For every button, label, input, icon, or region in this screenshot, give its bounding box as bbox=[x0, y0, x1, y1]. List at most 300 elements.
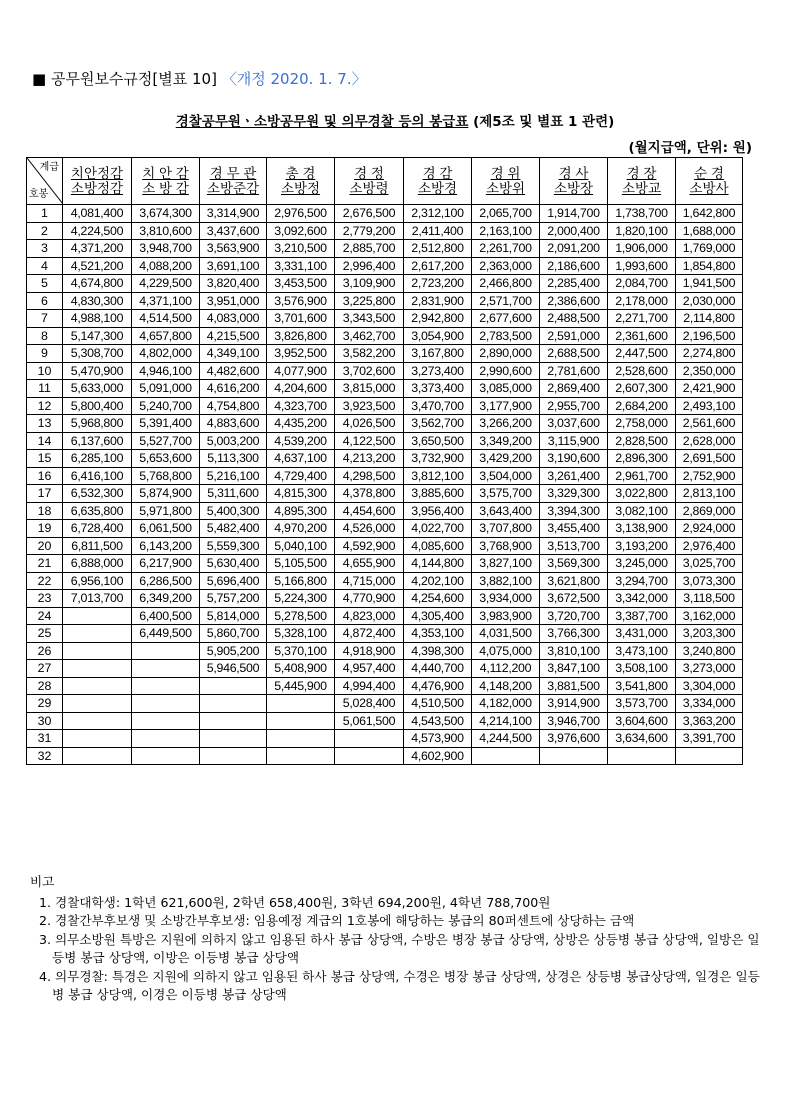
salary-cell: 3,643,400 bbox=[472, 502, 540, 520]
salary-cell bbox=[132, 677, 200, 695]
table-row bbox=[27, 345, 743, 363]
salary-cell: 5,559,300 bbox=[200, 537, 267, 555]
salary-cell: 2,890,000 bbox=[472, 345, 540, 363]
salary-cell: 2,493,100 bbox=[676, 397, 743, 415]
notes-section bbox=[30, 873, 760, 1005]
salary-cell: 5,633,000 bbox=[63, 380, 132, 398]
table-row bbox=[27, 502, 743, 520]
salary-cell: 3,349,200 bbox=[472, 432, 540, 450]
salary-cell: 5,696,400 bbox=[200, 572, 267, 590]
salary-cell: 4,715,000 bbox=[335, 572, 404, 590]
salary-cell: 3,387,700 bbox=[608, 607, 676, 625]
table-row bbox=[27, 310, 743, 328]
salary-cell: 6,285,100 bbox=[63, 450, 132, 468]
salary-cell: 3,569,300 bbox=[540, 555, 608, 573]
salary-cell: 7,013,700 bbox=[63, 590, 132, 608]
step-number: 13 bbox=[27, 415, 63, 433]
salary-cell bbox=[267, 712, 335, 730]
table-row bbox=[27, 572, 743, 590]
step-number: 2 bbox=[27, 222, 63, 240]
salary-cell: 3,820,400 bbox=[200, 275, 267, 293]
unit-note: (월지급액, 단위: 원) bbox=[628, 140, 752, 156]
salary-cell: 2,781,600 bbox=[540, 362, 608, 380]
salary-cell bbox=[200, 730, 267, 748]
grade-label: 계급 bbox=[39, 162, 59, 173]
table-row bbox=[27, 257, 743, 275]
salary-cell: 3,431,000 bbox=[608, 625, 676, 643]
salary-cell: 4,543,500 bbox=[404, 712, 472, 730]
police-rank: 경 무 관 bbox=[209, 166, 257, 181]
table-row bbox=[27, 520, 743, 538]
salary-cell: 6,888,000 bbox=[63, 555, 132, 573]
salary-cell: 2,196,500 bbox=[676, 327, 743, 345]
salary-cell: 3,768,900 bbox=[472, 537, 540, 555]
salary-cell bbox=[676, 747, 743, 765]
salary-cell bbox=[200, 712, 267, 730]
bullet-square: ■ bbox=[32, 70, 47, 88]
salary-cell: 1,993,600 bbox=[608, 257, 676, 275]
salary-cell: 3,702,600 bbox=[335, 362, 404, 380]
salary-cell: 6,286,500 bbox=[132, 572, 200, 590]
salary-cell: 1,906,000 bbox=[608, 240, 676, 258]
salary-cell: 4,521,200 bbox=[63, 257, 132, 275]
fire-rank: 소방정감 bbox=[70, 181, 124, 196]
salary-cell: 2,723,200 bbox=[404, 275, 472, 293]
salary-cell: 3,956,400 bbox=[404, 502, 472, 520]
salary-cell: 4,077,900 bbox=[267, 362, 335, 380]
salary-cell: 5,814,000 bbox=[200, 607, 267, 625]
step-number: 16 bbox=[27, 467, 63, 485]
police-rank: 치 안 감 bbox=[142, 166, 189, 181]
salary-cell: 5,370,100 bbox=[267, 642, 335, 660]
notes-label: 비고 bbox=[30, 874, 55, 889]
salary-cell: 5,800,400 bbox=[63, 397, 132, 415]
salary-cell: 3,923,500 bbox=[335, 397, 404, 415]
salary-cell: 2,571,700 bbox=[472, 292, 540, 310]
salary-cell: 5,308,700 bbox=[63, 345, 132, 363]
salary-cell: 6,061,500 bbox=[132, 520, 200, 538]
salary-cell: 4,144,800 bbox=[404, 555, 472, 573]
salary-cell: 3,115,900 bbox=[540, 432, 608, 450]
fire-rank: 소방교 bbox=[621, 181, 662, 196]
salary-cell: 3,073,300 bbox=[676, 572, 743, 590]
title-suffix: (제5조 및 별표 1 관련) bbox=[468, 114, 615, 130]
salary-cell: 3,225,800 bbox=[335, 292, 404, 310]
salary-cell: 4,371,200 bbox=[63, 240, 132, 258]
salary-cell: 3,914,900 bbox=[540, 695, 608, 713]
salary-cell: 2,885,700 bbox=[335, 240, 404, 258]
salary-cell: 1,769,000 bbox=[676, 240, 743, 258]
salary-cell: 5,408,900 bbox=[267, 660, 335, 678]
salary-cell: 4,148,200 bbox=[472, 677, 540, 695]
step-number: 11 bbox=[27, 380, 63, 398]
salary-cell: 6,811,500 bbox=[63, 537, 132, 555]
salary-cell: 5,968,800 bbox=[63, 415, 132, 433]
salary-cell: 3,582,200 bbox=[335, 345, 404, 363]
salary-cell: 2,114,800 bbox=[676, 310, 743, 328]
salary-cell: 3,025,700 bbox=[676, 555, 743, 573]
salary-cell: 3,082,100 bbox=[608, 502, 676, 520]
salary-cell: 4,244,500 bbox=[472, 730, 540, 748]
salary-cell: 2,942,800 bbox=[404, 310, 472, 328]
salary-cell: 2,411,400 bbox=[404, 222, 472, 240]
salary-cell: 2,607,300 bbox=[608, 380, 676, 398]
salary-cell: 2,285,400 bbox=[540, 275, 608, 293]
salary-cell bbox=[200, 695, 267, 713]
salary-cell: 4,081,400 bbox=[63, 205, 132, 223]
salary-cell: 1,738,700 bbox=[608, 205, 676, 223]
step-number: 14 bbox=[27, 432, 63, 450]
salary-cell: 2,924,000 bbox=[676, 520, 743, 538]
step-number: 3 bbox=[27, 240, 63, 258]
salary-cell bbox=[267, 747, 335, 765]
salary-cell: 5,147,300 bbox=[63, 327, 132, 345]
table-row bbox=[27, 590, 743, 608]
salary-cell: 2,831,900 bbox=[404, 292, 472, 310]
salary-cell: 4,215,500 bbox=[200, 327, 267, 345]
salary-cell: 2,628,000 bbox=[676, 432, 743, 450]
salary-cell: 3,812,100 bbox=[404, 467, 472, 485]
step-number: 4 bbox=[27, 257, 63, 275]
salary-cell: 3,203,300 bbox=[676, 625, 743, 643]
salary-cell bbox=[63, 625, 132, 643]
salary-cell: 4,994,400 bbox=[335, 677, 404, 695]
salary-cell: 3,314,900 bbox=[200, 205, 267, 223]
salary-cell: 3,193,200 bbox=[608, 537, 676, 555]
fire-rank: 소방사 bbox=[689, 181, 729, 196]
revision-date: 〈개정 2020. 1. 7.〉 bbox=[221, 70, 367, 88]
salary-cell: 2,271,700 bbox=[608, 310, 676, 328]
salary-cell: 2,274,800 bbox=[676, 345, 743, 363]
salary-cell: 3,563,900 bbox=[200, 240, 267, 258]
salary-cell: 4,085,600 bbox=[404, 537, 472, 555]
salary-cell bbox=[267, 695, 335, 713]
salary-cell: 2,091,200 bbox=[540, 240, 608, 258]
salary-cell: 6,532,300 bbox=[63, 485, 132, 503]
salary-cell: 1,941,500 bbox=[676, 275, 743, 293]
salary-cell: 3,373,400 bbox=[404, 380, 472, 398]
fire-rank: 소방위 bbox=[485, 181, 526, 196]
salary-cell: 2,512,800 bbox=[404, 240, 472, 258]
salary-cell: 3,983,900 bbox=[472, 607, 540, 625]
salary-cell: 4,075,000 bbox=[472, 642, 540, 660]
salary-cell: 3,672,500 bbox=[540, 590, 608, 608]
salary-cell: 3,575,700 bbox=[472, 485, 540, 503]
salary-cell: 3,342,000 bbox=[608, 590, 676, 608]
salary-cell: 3,621,800 bbox=[540, 572, 608, 590]
step-number: 17 bbox=[27, 485, 63, 503]
salary-cell: 4,435,200 bbox=[267, 415, 335, 433]
salary-cell: 4,202,100 bbox=[404, 572, 472, 590]
salary-cell: 4,229,500 bbox=[132, 275, 200, 293]
salary-cell: 2,976,500 bbox=[267, 205, 335, 223]
salary-cell: 3,343,500 bbox=[335, 310, 404, 328]
salary-cell: 2,312,100 bbox=[404, 205, 472, 223]
step-number: 30 bbox=[27, 712, 63, 730]
salary-cell: 5,653,600 bbox=[132, 450, 200, 468]
salary-cell: 3,504,000 bbox=[472, 467, 540, 485]
salary-cell: 1,854,800 bbox=[676, 257, 743, 275]
step-number: 24 bbox=[27, 607, 63, 625]
salary-cell: 4,122,500 bbox=[335, 432, 404, 450]
salary-cell: 5,328,100 bbox=[267, 625, 335, 643]
salary-cell: 3,815,000 bbox=[335, 380, 404, 398]
column-header bbox=[404, 158, 472, 205]
salary-cell: 2,386,600 bbox=[540, 292, 608, 310]
salary-cell bbox=[63, 677, 132, 695]
salary-cell: 4,088,200 bbox=[132, 257, 200, 275]
salary-cell: 2,163,100 bbox=[472, 222, 540, 240]
step-number: 10 bbox=[27, 362, 63, 380]
table-row bbox=[27, 362, 743, 380]
salary-cell: 6,349,200 bbox=[132, 590, 200, 608]
salary-cell: 6,143,200 bbox=[132, 537, 200, 555]
salary-cell bbox=[63, 660, 132, 678]
salary-cell: 4,729,400 bbox=[267, 467, 335, 485]
salary-cell bbox=[200, 747, 267, 765]
salary-cell: 4,802,000 bbox=[132, 345, 200, 363]
column-header bbox=[200, 158, 267, 205]
salary-cell bbox=[132, 642, 200, 660]
salary-cell: 6,956,100 bbox=[63, 572, 132, 590]
salary-cell: 2,779,200 bbox=[335, 222, 404, 240]
step-number: 8 bbox=[27, 327, 63, 345]
step-number: 20 bbox=[27, 537, 63, 555]
salary-cell: 3,162,000 bbox=[676, 607, 743, 625]
column-header bbox=[63, 158, 132, 205]
salary-cell: 5,860,700 bbox=[200, 625, 267, 643]
fire-rank: 소방령 bbox=[349, 181, 389, 196]
step-number: 21 bbox=[27, 555, 63, 573]
salary-cell: 4,482,600 bbox=[200, 362, 267, 380]
step-number: 31 bbox=[27, 730, 63, 748]
column-header bbox=[540, 158, 608, 205]
salary-cell: 4,754,800 bbox=[200, 397, 267, 415]
salary-cell: 3,827,100 bbox=[472, 555, 540, 573]
salary-cell: 4,083,000 bbox=[200, 310, 267, 328]
salary-cell: 2,447,500 bbox=[608, 345, 676, 363]
salary-cell: 5,630,400 bbox=[200, 555, 267, 573]
salary-cell: 2,363,000 bbox=[472, 257, 540, 275]
salary-cell: 5,105,500 bbox=[267, 555, 335, 573]
salary-cell bbox=[540, 747, 608, 765]
salary-cell: 4,440,700 bbox=[404, 660, 472, 678]
salary-cell: 3,470,700 bbox=[404, 397, 472, 415]
salary-cell bbox=[63, 607, 132, 625]
salary-cell: 4,918,900 bbox=[335, 642, 404, 660]
table-row bbox=[27, 485, 743, 503]
salary-cell: 5,768,800 bbox=[132, 467, 200, 485]
salary-cell: 2,084,700 bbox=[608, 275, 676, 293]
salary-cell: 3,329,300 bbox=[540, 485, 608, 503]
corner-cell bbox=[27, 158, 63, 205]
column-header bbox=[472, 158, 540, 205]
step-number: 28 bbox=[27, 677, 63, 695]
salary-cell: 4,298,500 bbox=[335, 467, 404, 485]
salary-cell: 4,674,800 bbox=[63, 275, 132, 293]
salary-cell: 3,037,600 bbox=[540, 415, 608, 433]
salary-cell: 4,353,100 bbox=[404, 625, 472, 643]
salary-cell: 2,752,900 bbox=[676, 467, 743, 485]
salary-cell: 3,118,500 bbox=[676, 590, 743, 608]
salary-cell: 5,003,200 bbox=[200, 432, 267, 450]
table-row bbox=[27, 695, 743, 713]
salary-cell: 2,990,600 bbox=[472, 362, 540, 380]
step-number: 6 bbox=[27, 292, 63, 310]
column-header bbox=[676, 158, 743, 205]
salary-cell: 1,642,800 bbox=[676, 205, 743, 223]
salary-cell: 4,655,900 bbox=[335, 555, 404, 573]
salary-cell: 5,527,700 bbox=[132, 432, 200, 450]
salary-cell: 3,453,500 bbox=[267, 275, 335, 293]
fire-rank: 소방정 bbox=[280, 181, 321, 196]
salary-cell: 3,810,100 bbox=[540, 642, 608, 660]
salary-cell: 3,946,700 bbox=[540, 712, 608, 730]
salary-cell: 3,054,900 bbox=[404, 327, 472, 345]
salary-cell: 3,334,000 bbox=[676, 695, 743, 713]
step-number: 22 bbox=[27, 572, 63, 590]
salary-cell: 4,254,600 bbox=[404, 590, 472, 608]
salary-cell: 3,847,100 bbox=[540, 660, 608, 678]
salary-cell bbox=[608, 747, 676, 765]
police-rank: 순 경 bbox=[694, 166, 724, 181]
salary-cell: 4,031,500 bbox=[472, 625, 540, 643]
table-row bbox=[27, 240, 743, 258]
salary-cell: 3,109,900 bbox=[335, 275, 404, 293]
salary-cell: 3,508,100 bbox=[608, 660, 676, 678]
salary-cell: 2,677,600 bbox=[472, 310, 540, 328]
salary-cell: 5,311,600 bbox=[200, 485, 267, 503]
salary-cell: 4,112,200 bbox=[472, 660, 540, 678]
salary-cell: 2,466,800 bbox=[472, 275, 540, 293]
table-row bbox=[27, 747, 743, 765]
salary-cell: 4,616,200 bbox=[200, 380, 267, 398]
salary-cell: 3,294,700 bbox=[608, 572, 676, 590]
salary-cell: 4,770,900 bbox=[335, 590, 404, 608]
salary-cell: 4,305,400 bbox=[404, 607, 472, 625]
note-item: 3. 의무소방원 특방은 지원에 의하지 않고 임용된 하사 봉급 상당액, 수방은 병장 봉급 상당액, 상방은 상등병 봉급 상당액, 일방은 일등병 봉급 상당액, 이방은 이등병 봉급 상당액 bbox=[39, 931, 760, 965]
salary-cell bbox=[63, 730, 132, 748]
salary-cell: 4,602,900 bbox=[404, 747, 472, 765]
salary-cell: 2,676,500 bbox=[335, 205, 404, 223]
salary-cell: 6,728,400 bbox=[63, 520, 132, 538]
pay-table bbox=[26, 157, 743, 765]
police-rank: 경 위 bbox=[490, 166, 521, 181]
salary-cell: 5,905,200 bbox=[200, 642, 267, 660]
step-number: 29 bbox=[27, 695, 63, 713]
police-rank: 경 사 bbox=[558, 166, 589, 181]
salary-cell: 4,830,300 bbox=[63, 292, 132, 310]
step-number: 5 bbox=[27, 275, 63, 293]
salary-cell: 3,562,700 bbox=[404, 415, 472, 433]
step-number: 26 bbox=[27, 642, 63, 660]
salary-cell: 4,514,500 bbox=[132, 310, 200, 328]
salary-cell: 2,361,600 bbox=[608, 327, 676, 345]
salary-cell: 4,398,300 bbox=[404, 642, 472, 660]
column-header bbox=[335, 158, 404, 205]
salary-cell: 3,177,900 bbox=[472, 397, 540, 415]
salary-cell: 5,278,500 bbox=[267, 607, 335, 625]
salary-cell: 2,617,200 bbox=[404, 257, 472, 275]
salary-cell: 4,371,100 bbox=[132, 292, 200, 310]
salary-cell: 3,720,700 bbox=[540, 607, 608, 625]
salary-cell: 2,976,400 bbox=[676, 537, 743, 555]
step-number: 32 bbox=[27, 747, 63, 765]
salary-cell: 3,437,600 bbox=[200, 222, 267, 240]
salary-cell: 2,350,000 bbox=[676, 362, 743, 380]
salary-cell bbox=[63, 695, 132, 713]
salary-cell bbox=[63, 642, 132, 660]
police-rank: 경 감 bbox=[422, 166, 453, 181]
salary-cell: 4,539,200 bbox=[267, 432, 335, 450]
salary-cell: 5,224,300 bbox=[267, 590, 335, 608]
table-body bbox=[27, 205, 743, 765]
salary-cell bbox=[335, 747, 404, 765]
salary-cell: 2,178,000 bbox=[608, 292, 676, 310]
salary-cell: 3,732,900 bbox=[404, 450, 472, 468]
salary-cell: 4,323,700 bbox=[267, 397, 335, 415]
fire-rank: 소방장 bbox=[553, 181, 594, 196]
salary-cell: 4,872,400 bbox=[335, 625, 404, 643]
salary-cell bbox=[200, 677, 267, 695]
salary-cell: 2,961,700 bbox=[608, 467, 676, 485]
salary-cell: 3,245,000 bbox=[608, 555, 676, 573]
salary-cell: 5,391,400 bbox=[132, 415, 200, 433]
salary-cell: 5,113,300 bbox=[200, 450, 267, 468]
salary-cell: 5,946,500 bbox=[200, 660, 267, 678]
salary-cell: 4,592,900 bbox=[335, 537, 404, 555]
salary-cell: 4,946,100 bbox=[132, 362, 200, 380]
salary-cell: 3,331,100 bbox=[267, 257, 335, 275]
salary-cell bbox=[132, 712, 200, 730]
table-row bbox=[27, 537, 743, 555]
column-header bbox=[608, 158, 676, 205]
salary-cell: 3,674,300 bbox=[132, 205, 200, 223]
table-row bbox=[27, 432, 743, 450]
salary-cell bbox=[132, 730, 200, 748]
salary-cell: 6,137,600 bbox=[63, 432, 132, 450]
salary-cell: 2,000,400 bbox=[540, 222, 608, 240]
salary-cell: 2,783,500 bbox=[472, 327, 540, 345]
salary-cell: 2,421,900 bbox=[676, 380, 743, 398]
salary-cell: 4,526,000 bbox=[335, 520, 404, 538]
salary-cell bbox=[132, 660, 200, 678]
salary-cell: 5,040,100 bbox=[267, 537, 335, 555]
salary-cell: 3,266,200 bbox=[472, 415, 540, 433]
police-rank: 경 장 bbox=[626, 166, 657, 181]
police-rank: 치안정감 bbox=[70, 166, 124, 181]
salary-cell: 2,688,500 bbox=[540, 345, 608, 363]
step-label: 호봉 bbox=[29, 189, 49, 200]
salary-cell: 2,813,100 bbox=[676, 485, 743, 503]
salary-cell: 5,874,900 bbox=[132, 485, 200, 503]
table-row bbox=[27, 292, 743, 310]
table-row bbox=[27, 467, 743, 485]
table-row bbox=[27, 450, 743, 468]
salary-cell: 4,214,100 bbox=[472, 712, 540, 730]
table-row bbox=[27, 730, 743, 748]
table-row bbox=[27, 275, 743, 293]
salary-cell bbox=[132, 695, 200, 713]
salary-cell: 3,885,600 bbox=[404, 485, 472, 503]
salary-cell: 4,883,600 bbox=[200, 415, 267, 433]
salary-cell: 3,952,500 bbox=[267, 345, 335, 363]
step-number: 23 bbox=[27, 590, 63, 608]
table-row bbox=[27, 642, 743, 660]
salary-cell: 4,224,500 bbox=[63, 222, 132, 240]
salary-cell: 4,378,800 bbox=[335, 485, 404, 503]
salary-cell: 3,462,700 bbox=[335, 327, 404, 345]
